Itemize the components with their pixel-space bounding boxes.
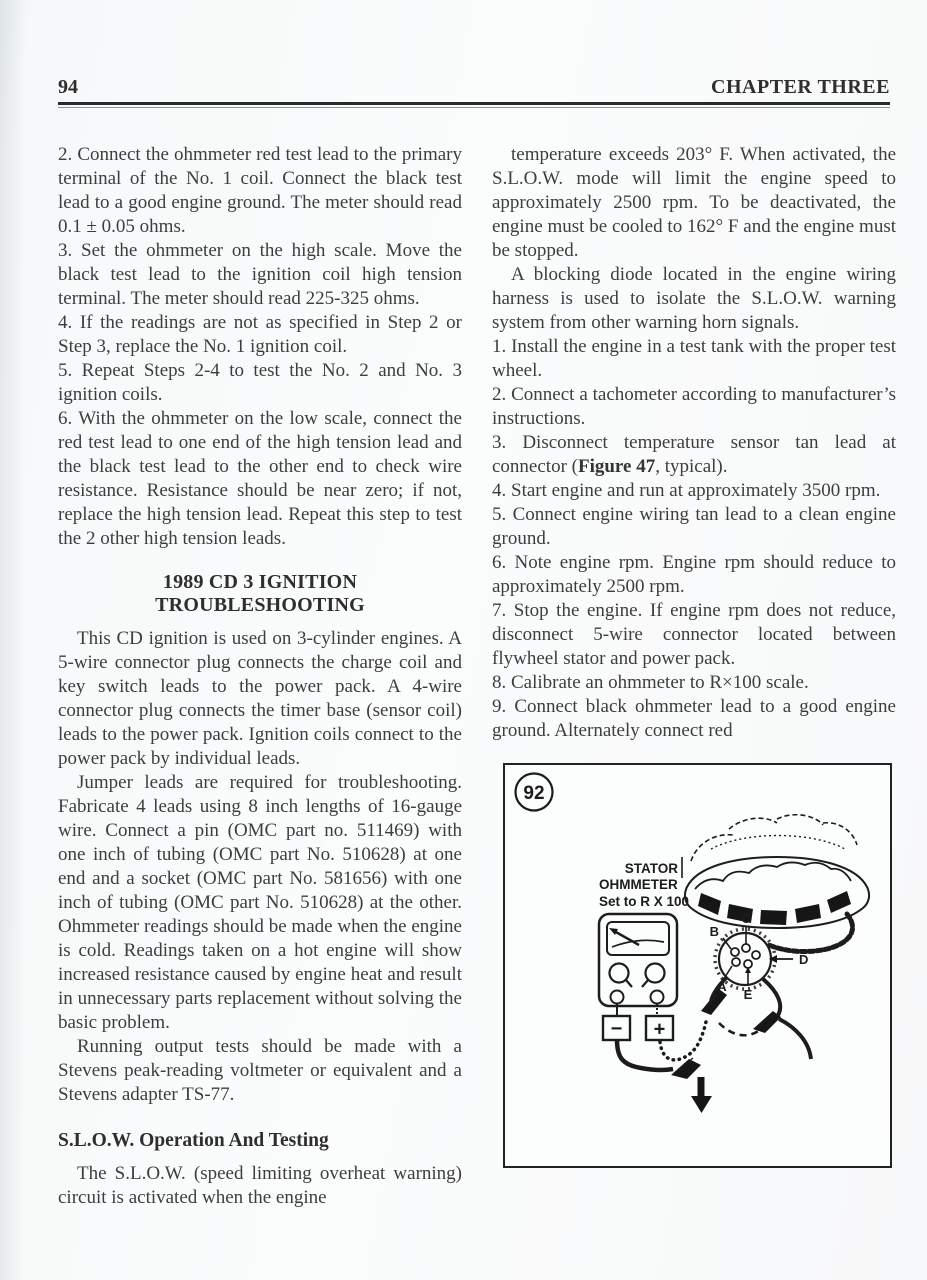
plus-terminal-box	[646, 1004, 673, 1041]
minus-sign: −	[610, 1018, 623, 1040]
figure-92	[503, 763, 892, 1168]
header-rule-thick	[58, 102, 890, 105]
paragraph: The S.L.O.W. (speed limiting overheat warning) circuit is activated when the engine	[58, 1163, 462, 1208]
step-item: 7. Stop the engine. If engine rpm does not reduce, disconnect 5-wire connector located between flywheel stator and power pack.	[492, 600, 896, 669]
step-item: 1. Install the engine in a test tank with the proper test wheel.	[492, 336, 896, 381]
terminal-negative	[611, 991, 624, 1004]
step3-text: 3. Disconnect temperature sensor tan lead at connector (	[492, 432, 896, 477]
section-heading-line1: 1989 CD 3 IGNITION	[162, 571, 358, 593]
step-item: 4. Start engine and run at approximately 3500 rpm.	[492, 480, 881, 501]
ground-arrow-icon	[691, 1077, 712, 1113]
two-column-body	[58, 143, 896, 1210]
stator-label-group	[625, 857, 682, 878]
terminal-positive	[651, 991, 664, 1004]
black-test-lead	[617, 1040, 712, 1113]
step-item: 6. With the ohmmeter on the low scale, connect the red test lead to one end of the high tension lead and the black test lead to the other end to check wire resistance. Resistance should be near zero; if not, replace the high tension lead. Repeat this step to test the 2 other high tension leads.	[58, 408, 462, 549]
pin-label-a: A	[717, 979, 727, 994]
pin-label-e: E	[743, 987, 753, 1002]
step-item: 6. Note engine rpm. Engine rpm should reduce to approximately 2500 rpm.	[492, 552, 896, 597]
paragraph: Running output tests should be made with a Stevens peak-reading voltmeter or equivalent and a Stevens adapter TS-77.	[58, 1036, 462, 1105]
subsection-heading: S.L.O.W. Operation And Testing	[58, 1130, 329, 1151]
ohmmeter-setting-label: Set to R X 100	[599, 894, 690, 909]
step-item: 9. Connect black ohmmeter lead to a good engine ground. Alternately connect red	[492, 696, 896, 741]
plus-sign: +	[653, 1018, 666, 1041]
page-number: 94	[58, 76, 78, 98]
step-item: 5. Connect engine wiring tan lead to a clean engine ground.	[492, 504, 896, 549]
section-heading-line2: TROUBLESHOOTING	[155, 594, 365, 616]
paragraph: temperature exceeds 203° F. When activated, the S.L.O.W. mode will limit the engine speed to approximately 2500 rpm. To be deactivated, the engine must be cooled to 162° F and the engine must be stopped.	[492, 144, 896, 261]
chapter-title: CHAPTER THREE	[711, 76, 890, 98]
alligator-clip-ground	[671, 1059, 701, 1079]
step-item: 2. Connect the ohmmeter red test lead to the primary terminal of the No. 1 coil. Connect the black test lead to a good engine ground. The meter should read 0.1 ± 0.05 ohms.	[58, 144, 462, 237]
section-heading	[58, 571, 462, 617]
ohmmeter-label: OHMMETER	[599, 877, 678, 892]
figure-reference: Figure 47	[577, 456, 656, 477]
header-rule-thin	[58, 107, 890, 108]
figure-number-badge	[516, 774, 553, 811]
pin-label-c: C	[741, 911, 751, 926]
step-item: 5. Repeat Steps 2-4 to test the No. 2 and No. 3 ignition coils.	[58, 360, 462, 405]
range-knob-left	[610, 964, 629, 983]
figure-92-illustration	[505, 765, 890, 1166]
minus-terminal-box	[603, 1004, 630, 1040]
ohmmeter-drawing	[599, 914, 677, 1006]
step-item: 2. Connect a tachometer according to manufacturer’s instructions.	[492, 384, 896, 429]
connector-wire-tail	[779, 1019, 811, 1059]
connector-wire-right	[763, 979, 780, 1017]
left-column	[58, 143, 462, 1210]
stator-drawing	[685, 815, 869, 928]
pin-label-b: B	[709, 924, 719, 939]
stator-label: STATOR	[624, 861, 678, 876]
step-item: 4. If the readings are not as specified in Step 2 or Step 3, replace the No. 1 ignition coil.	[58, 312, 462, 357]
paragraph: A blocking diode located in the engine wiring harness is used to isolate the S.L.O.W. warning system from other warning horn signals.	[492, 264, 896, 333]
red-test-lead	[660, 989, 781, 1060]
pin-label-d: D	[799, 952, 809, 967]
step-item: 3. Set the ohmmeter on the high scale. Move the black test lead to the ignition coil high tension terminal. The meter should read 225-325 ohms.	[58, 240, 462, 309]
figure-number: 92	[523, 783, 545, 804]
range-knob-right	[646, 964, 665, 983]
right-column	[492, 143, 896, 1210]
paragraph: Jumper leads are required for troubleshooting. Fabricate 4 leads using 8 inch lengths of 16-gauge wire. Connect a pin (OMC part no. 511469) with one inch of tubing (OMC part No. 510628) at one end and a socket (OMC part No. 581656) with one inch of tubing (OMC part No. 510628) at the other. Ohmmeter readings should be made when the engine is cold. Readings taken on a hot engine will show increased resistance caused by engine heat and result in unnecessary parts replacement without solving the basic problem.	[58, 772, 462, 1033]
meter-window	[607, 922, 669, 955]
paragraph: This CD ignition is used on 3-cylinder engines. A 5-wire connector plug connects the charge coil and key switch leads to the power pack. A 4-wire connector plug connects the timer base (sensor coil) leads to the power pack. Ignition coils connect to the power pack by individual leads.	[58, 628, 462, 769]
step-item	[492, 431, 896, 479]
page-header	[58, 76, 890, 108]
step-item: 8. Calibrate an ohmmeter to R×100 scale.	[492, 672, 809, 693]
step3-text-tail: , typical).	[655, 456, 728, 477]
